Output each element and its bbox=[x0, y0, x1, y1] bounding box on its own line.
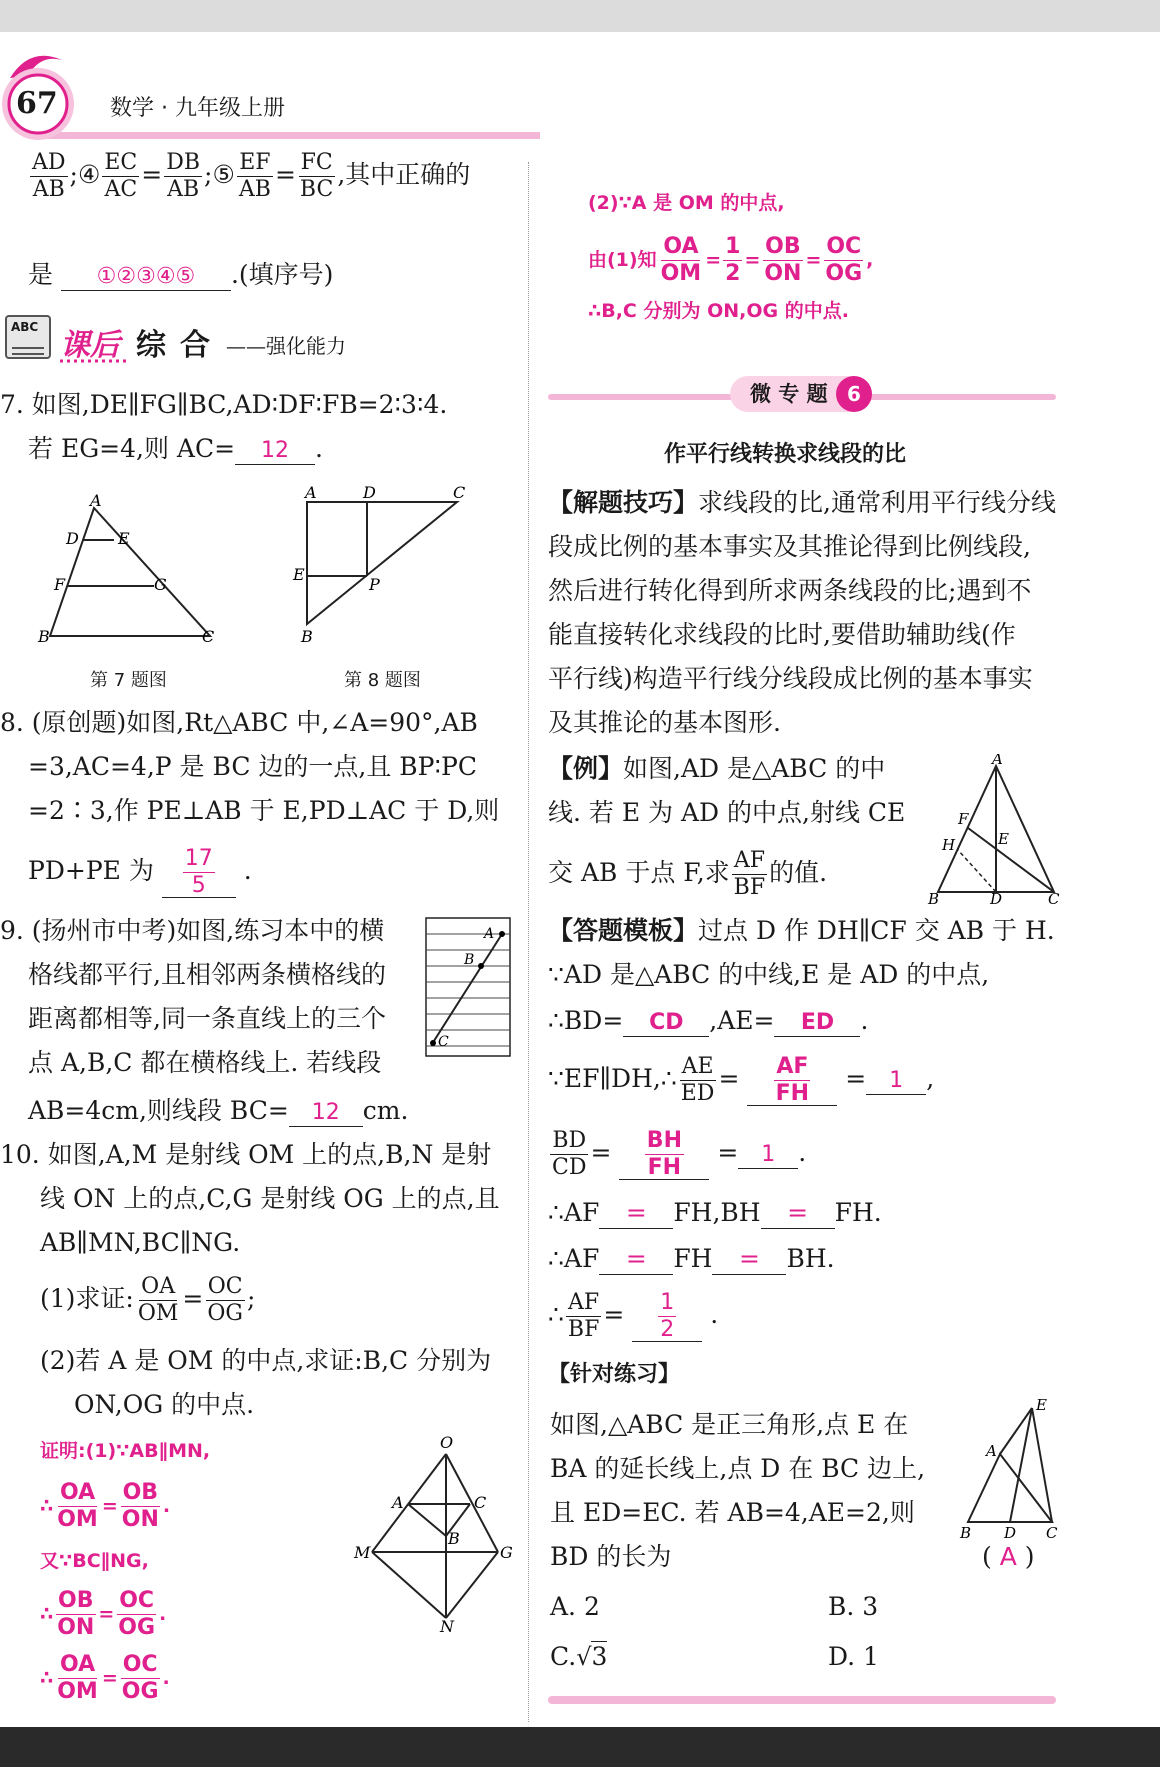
template-answer-cd: CD bbox=[623, 1010, 709, 1037]
svg-text:A: A bbox=[392, 1493, 404, 1512]
example-line3: 交 AB 于点 F,求 $\frac{AF}{BF}$ 的值. bbox=[548, 848, 828, 900]
svg-text:B: B bbox=[301, 627, 313, 646]
workbook-page bbox=[0, 32, 1160, 1727]
q8-line2: =3,AC=4,P 是 BC 边的一点,且 BP∶PC bbox=[28, 752, 477, 781]
svg-text:D: D bbox=[990, 890, 1003, 904]
template-fraction: $\frac{AE}{ED}$ bbox=[680, 1054, 715, 1106]
template-line4: ∵EF∥DH,∴ $\frac{AE}{ED}$ = $\frac{AF}{FH}$ = 1 , bbox=[548, 1054, 935, 1106]
figure-7 bbox=[30, 494, 230, 644]
proof2-line3: ∴B,C 分别为 ON,OG 的中点. bbox=[588, 300, 849, 322]
svg-text:C: C bbox=[202, 627, 215, 644]
template-answer-eq: = bbox=[599, 1198, 673, 1229]
template-answer-bh-fh: $\frac{BH}{FH}$ bbox=[646, 1128, 682, 1180]
q10-line1: 10. 如图,A,M 是射线 OM 上的点,B,N 是射 bbox=[0, 1140, 492, 1169]
svg-text:G: G bbox=[500, 1543, 513, 1562]
q10-line2: 线 ON 上的点,C,G 是射线 OG 上的点,且 bbox=[40, 1184, 500, 1213]
column-divider bbox=[528, 162, 529, 1722]
screen-bottom-bar bbox=[0, 1727, 1160, 1767]
proof-line1: 证明:(1)∵AB∥MN, bbox=[40, 1440, 211, 1462]
q10-fraction: $\frac{OC}{OG}$ bbox=[207, 1274, 243, 1326]
template-line3: ∴BD= CD ,AE= ED . bbox=[548, 1006, 868, 1037]
svg-text:M: M bbox=[354, 1543, 371, 1562]
svg-text:B: B bbox=[38, 627, 50, 644]
svg-text:D: D bbox=[1004, 1524, 1017, 1538]
svg-text:P: P bbox=[369, 575, 380, 594]
template-answer-eq: = bbox=[599, 1244, 673, 1275]
bottom-rule bbox=[548, 1696, 1056, 1704]
template-answer-af-fh: $\frac{AF}{FH}$ bbox=[775, 1054, 810, 1106]
q8-answer-blank bbox=[162, 848, 236, 898]
q7-line1: 7. 如图,DE∥FG∥BC,AD∶DF∶FB=2∶3∶4. bbox=[0, 390, 448, 419]
q8-line3: =2∶3,作 PE⊥AB 于 E,PD⊥AC 于 D,则 bbox=[28, 796, 500, 825]
tips-line6: 及其推论的基本图形. bbox=[548, 708, 781, 737]
template-label: 【答题模板】 bbox=[548, 916, 699, 945]
figure-8-caption: 第 8 题图 bbox=[344, 670, 421, 691]
tips-label: 【解题技巧】 bbox=[548, 488, 699, 517]
q10-line3: AB∥MN,BC∥NG. bbox=[40, 1228, 241, 1257]
example-line1: 【例】如图,AD 是△ABC 的中 bbox=[548, 754, 886, 783]
svg-text:B: B bbox=[464, 952, 475, 968]
q6-fraction: $\frac{EF}{AB}$ bbox=[238, 150, 271, 202]
q6-fraction: $\frac{DB}{AB}$ bbox=[166, 150, 201, 202]
svg-text:O: O bbox=[440, 1433, 454, 1452]
tips-line2: 段成比例的基本事实及其推论得到比例线段, bbox=[548, 532, 1031, 561]
svg-text:B: B bbox=[448, 1529, 460, 1548]
template-line5: $\frac{BD}{CD}$ = $\frac{BH}{FH}$ = 1 . bbox=[552, 1128, 807, 1180]
q7-line2: 若 EG=4,则 AC= 12 . bbox=[28, 434, 323, 465]
section-subtitle: ——强化能力 bbox=[226, 334, 346, 358]
svg-text:E: E bbox=[293, 565, 305, 584]
practice-line1: 如图,△ABC 是正三角形,点 E 在 bbox=[550, 1410, 909, 1439]
practice-figure bbox=[956, 1398, 1066, 1538]
radicand: 3 bbox=[591, 1642, 608, 1671]
section-title-3: 合 bbox=[180, 328, 210, 363]
q6-tail: $\frac{AD}{AB}$ ;④ $\frac{EC}{AC}$ = $\frac{DB}{AB}$ ;⑤ $\frac{EF}{AB}$ = $\frac{FC}{BC}$ ,其中正确的 bbox=[32, 150, 471, 202]
svg-text:D: D bbox=[66, 529, 79, 548]
topic-number: 6 bbox=[836, 376, 872, 412]
template-fraction: $\frac{AF}{BF}$ bbox=[567, 1290, 600, 1342]
q8-answer: $\frac{17}{5}$ bbox=[184, 846, 213, 898]
svg-text:F: F bbox=[958, 810, 969, 828]
q6-answer-line: 是 ①②③④⑤ .(填序号) bbox=[28, 260, 333, 291]
template-answer-half: $\frac{1}{2}$ bbox=[660, 1290, 675, 1342]
template-line6: ∴AF = FH,BH = FH. bbox=[548, 1198, 882, 1227]
svg-text:A: A bbox=[305, 483, 317, 502]
book-title: 数学 · 九年级上册 bbox=[110, 96, 285, 121]
q10-part2-line1: (2)若 A 是 OM 的中点,求证:B,C 分别为 bbox=[40, 1346, 492, 1375]
proof-line5: ∴ $\frac{OA}{OM}$ = $\frac{OC}{OG}$ . bbox=[40, 1652, 170, 1704]
proof2-line2: 由(1)知 $\frac{OA}{OM}$ = $\frac{1}{2}$ = $\frac{OB}{ON}$ = $\frac{OC}{OG}$ , bbox=[588, 234, 874, 286]
practice-line2: BA 的延长线上,点 D 在 BC 边上, bbox=[550, 1454, 926, 1483]
template-fraction: $\frac{BD}{CD}$ bbox=[552, 1128, 587, 1180]
q9-line5: AB=4cm,则线段 BC= 12 cm. bbox=[28, 1096, 408, 1127]
option-c: C.√3 bbox=[550, 1642, 608, 1671]
template-answer-1: 1 bbox=[866, 1068, 926, 1095]
svg-text:B: B bbox=[928, 890, 940, 904]
proof-line2: ∴ $\frac{OA}{OM}$ = $\frac{OB}{ON}$ . bbox=[40, 1480, 171, 1532]
title-dots bbox=[60, 358, 130, 364]
q6-answer: ①②③④⑤ bbox=[61, 264, 231, 291]
option-d: D. 1 bbox=[828, 1642, 879, 1671]
proof-line4: ∴ $\frac{OB}{ON}$ = $\frac{OC}{OG}$ . bbox=[40, 1588, 167, 1640]
section-title-2: 综 bbox=[136, 328, 166, 363]
tips-line1: 【解题技巧】求线段的比,通常利用平行线分线 bbox=[548, 488, 1056, 517]
practice-line3: 且 ED=EC. 若 AB=4,AE=2,则 bbox=[550, 1498, 915, 1527]
topic-banner bbox=[548, 374, 1056, 414]
svg-text:A: A bbox=[90, 494, 102, 510]
svg-text:N: N bbox=[440, 1617, 454, 1632]
svg-text:C: C bbox=[453, 483, 466, 502]
svg-text:C: C bbox=[474, 1493, 487, 1512]
svg-text:H: H bbox=[942, 836, 956, 854]
template-line1: 【答题模板】过点 D 作 DH∥CF 交 AB 于 H. bbox=[548, 916, 1055, 945]
figure-8 bbox=[285, 482, 485, 652]
example-fraction: $\frac{AF}{BF}$ bbox=[733, 848, 766, 900]
q9-line3: 距离都相等,同一条直线上的三个 bbox=[28, 1004, 386, 1033]
topic-label: 微 专 题 bbox=[730, 376, 872, 412]
abc-label: ABC bbox=[11, 320, 39, 334]
figure-9 bbox=[424, 916, 514, 1060]
template-answer-blank bbox=[619, 1130, 709, 1180]
practice-label: 【针对练习】 bbox=[548, 1362, 681, 1387]
figure-7-caption: 第 7 题图 bbox=[90, 670, 167, 691]
template-answer-blank bbox=[747, 1056, 837, 1106]
section-header bbox=[4, 310, 384, 370]
q10-part2-line2: ON,OG 的中点. bbox=[74, 1390, 255, 1419]
svg-text:A: A bbox=[484, 926, 495, 942]
example-figure bbox=[924, 754, 1064, 904]
svg-text:A: A bbox=[986, 1442, 997, 1460]
template-line2: ∵AD 是△ABC 的中线,E 是 AD 的中点, bbox=[548, 960, 990, 989]
figure-10 bbox=[350, 1432, 520, 1632]
practice-line4: BD 的长为 bbox=[550, 1542, 672, 1571]
q10-part1: (1)求证: $\frac{OA}{OM}$ = $\frac{OC}{OG}$ ; bbox=[40, 1274, 256, 1326]
template-answer-eq: = bbox=[761, 1198, 835, 1229]
q9-line1: 9. (扬州市中考)如图,练习本中的横 bbox=[0, 916, 385, 945]
svg-text:A: A bbox=[992, 754, 1003, 768]
proof-line3: 又∵BC∥NG, bbox=[40, 1550, 149, 1572]
template-line7: ∴AF = FH = BH. bbox=[548, 1244, 835, 1273]
template-line8: ∴ $\frac{AF}{BF}$ = $\frac{1}{2}$ . bbox=[548, 1290, 719, 1342]
q6-fraction: $\frac{AD}{AB}$ bbox=[32, 150, 66, 202]
option-a: A. 2 bbox=[550, 1592, 600, 1621]
practice-answer: ( A ) bbox=[982, 1542, 1035, 1571]
svg-text:C: C bbox=[1046, 1524, 1058, 1538]
section-title-1: 课后 bbox=[60, 328, 120, 363]
template-answer-ed: ED bbox=[774, 1010, 860, 1037]
svg-text:E: E bbox=[118, 529, 130, 548]
template-answer-eq: = bbox=[712, 1244, 786, 1275]
template-answer-blank bbox=[632, 1292, 702, 1342]
svg-text:F: F bbox=[54, 575, 66, 594]
proof2-line1: (2)∵A 是 OM 的中点, bbox=[588, 192, 785, 214]
example-line2: 线. 若 E 为 AD 的中点,射线 CE bbox=[548, 798, 906, 827]
svg-text:D: D bbox=[363, 483, 376, 502]
option-b: B. 3 bbox=[828, 1592, 879, 1621]
q8-line1: 8. (原创题)如图,Rt△ABC 中,∠A=90°,AB bbox=[0, 708, 478, 737]
q9-line4: 点 A,B,C 都在横格线上. 若线段 bbox=[28, 1048, 382, 1077]
tips-line4: 能直接转化求线段的比时,要借助辅助线(作 bbox=[548, 620, 1016, 649]
tips-line5: 平行线)构造平行线分线段成比例的基本事实 bbox=[548, 664, 1033, 693]
q7-answer: 12 bbox=[235, 438, 315, 465]
svg-text:G: G bbox=[154, 575, 167, 594]
svg-text:E: E bbox=[998, 830, 1009, 848]
q6-fraction: $\frac{EC}{AC}$ bbox=[104, 150, 138, 202]
q6-fraction: $\frac{FC}{BC}$ bbox=[299, 150, 334, 202]
svg-text:B: B bbox=[960, 1524, 972, 1538]
q8-line4: PD+PE 为 $\frac{17}{5}$ . bbox=[28, 846, 252, 898]
tips-line3: 然后进行转化得到所求两条线段的比;遇到不 bbox=[548, 576, 1032, 605]
q9-answer: 12 bbox=[289, 1100, 363, 1127]
svg-text:C: C bbox=[1048, 890, 1060, 904]
template-answer-1b: 1 bbox=[738, 1142, 798, 1169]
q10-fraction: $\frac{OA}{OM}$ bbox=[137, 1274, 179, 1326]
q9-line2: 格线都平行,且相邻两条横格线的 bbox=[28, 960, 386, 989]
svg-text:C: C bbox=[438, 1034, 449, 1050]
example-label: 【例】 bbox=[548, 754, 624, 783]
page-number: 67 bbox=[16, 86, 58, 121]
svg-text:E: E bbox=[1036, 1398, 1047, 1414]
topic-title: 作平行线转换求线段的比 bbox=[664, 442, 907, 467]
